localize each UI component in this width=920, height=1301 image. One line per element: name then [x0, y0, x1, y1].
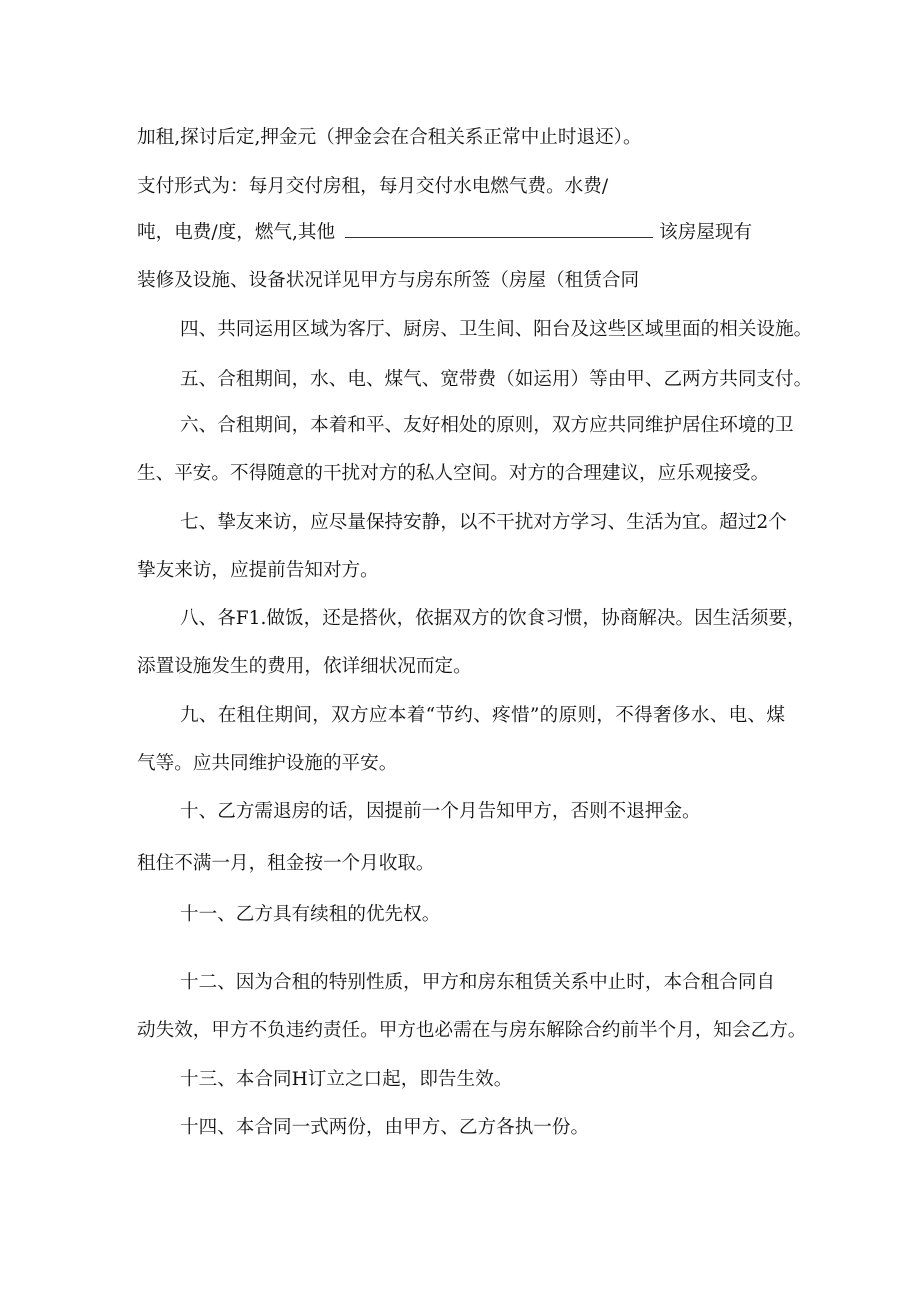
- clause-6-cont: 生、平安。不得随意的干扰对方的私人空间。对方的合理建议，应乐观接受。: [137, 463, 770, 484]
- clause-7: 七、挚友来访，应尽量保持安静，以不干扰对方学习、生活为宜。超过2个: [180, 512, 787, 533]
- clause-6: 六、合租期间，本着和平、友好相处的原则，双方应共同维护居住环境的卫: [180, 415, 794, 436]
- clause-5: 五、合租期间，水、电、煤气、宽带费（如运用）等由甲、乙两方共同支付。: [180, 369, 813, 390]
- paragraph-line: 加租,探讨后定,押金元（押金会在合租关系正常中止时退还）。: [137, 127, 642, 148]
- clause-11: 十一、乙方具有续租的优先权。: [180, 904, 441, 925]
- house-status-text: 该房屋现有: [659, 222, 753, 243]
- clause-9: 九、在租住期间，双方应本着“节约、疼惜”的原则，不得奢侈水、电、煤: [180, 705, 785, 726]
- clause-10: 十、乙方需退房的话，因提前一个月告知甲方，否则不退押金。: [180, 801, 701, 822]
- paragraph-line: 装修及设施、设备状况详见甲方与房东所签（房屋（租赁合同: [137, 270, 640, 291]
- paragraph-line: [137, 221, 752, 245]
- clause-7-cont: 挚友来访，应提前告知对方。: [137, 560, 379, 581]
- paragraph-line: 支付形式为：每月交付房租，每月交付水电燃气费。水费/: [137, 176, 609, 197]
- clause-9-cont: 气等。应共同维护设施的平安。: [137, 753, 398, 774]
- utility-fees-text: 吨，电费/度，燃气,其他: [137, 222, 336, 243]
- clause-13: 十三、本合同H订立之口起，即告生效。: [180, 1069, 513, 1090]
- clause-10-cont: 租住不满一月，租金按一个月收取。: [137, 853, 435, 874]
- fill-in-blank: [345, 236, 653, 238]
- clause-14: 十四、本合同一式两份，由甲方、乙方各执一份。: [180, 1117, 590, 1138]
- clause-4: 四、共同运用区域为客厅、厨房、卫生间、阳台及这些区域里面的相关设施。: [180, 319, 813, 340]
- clause-12: 十二、因为合租的特别性质，甲方和房东租赁关系中止时，本合租合同自: [180, 972, 776, 993]
- clause-12-cont: 动失效，甲方不负违约责任。甲方也必需在与房东解除合约前半个月，知会乙方。: [137, 1020, 807, 1041]
- clause-8: 八、各F1.做饭，还是搭伙，依据双方的饮食习惯，协商解决。因生活须要，: [180, 608, 806, 629]
- clause-8-cont: 添置设施发生的费用，依详细状况而定。: [137, 656, 472, 677]
